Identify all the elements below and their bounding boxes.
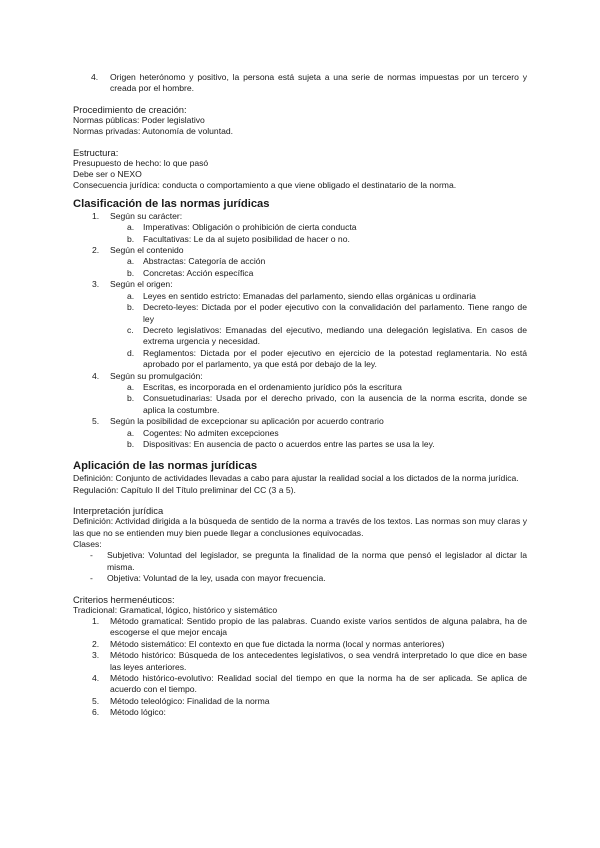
list-text: Concretas: Acción específica xyxy=(143,267,254,278)
list-text: Método sistemático: El contexto en que fue dictada la norma (local y normas anteriores) xyxy=(110,638,445,649)
list-text: Abstractas: Categoría de acción xyxy=(143,256,266,267)
list-text: Imperativas: Obligación o prohibición de cierta conducta xyxy=(143,222,357,233)
list-text: Método histórico-evolutivo: Realidad social del tiempo en que la norma ha de ser aplicada. Se aplica de acuerdo con el tiempo. xyxy=(110,673,527,695)
criterios-list xyxy=(73,616,527,719)
procedimiento-title: Procedimiento de creación: xyxy=(73,103,187,115)
clasificacion-subitem xyxy=(73,222,527,233)
list-letter: b. xyxy=(127,302,135,313)
clasificacion-subitem xyxy=(73,302,527,325)
list-text: Escritas, es incorporada en el ordenamiento jurídico pós la escritura xyxy=(143,381,402,392)
aplicacion-definicion: Definición: Conjunto de actividades llevadas a cabo para ajustar la realidad social a los dictados de la norma jurídica. xyxy=(73,473,519,484)
list-number: 1. xyxy=(92,210,100,221)
list-text: Dispositivas: En ausencia de pacto o acuerdos entre las partes se usa la ley. xyxy=(143,438,435,449)
clasificacion-subitem xyxy=(73,268,527,279)
list-text: Consuetudinarias: Usada por el derecho privado, con la ausencia de la norma escrita, donde se aplica la costumbre. xyxy=(143,393,527,415)
clasificacion-subitem xyxy=(73,382,527,393)
dash-bullet: - xyxy=(90,550,93,561)
list-text: Método teleológico: Finalidad de la norma xyxy=(110,695,270,706)
list-number: 4. xyxy=(92,673,100,684)
list-text: Reglamentos: Dictada por el poder ejecutivo en ejercicio de la potestad reglamentaria. No está aprobado por el parlamento, ya que está por debajo de la ley. xyxy=(143,347,527,370)
list-number: 6. xyxy=(92,707,100,718)
list-letter: a. xyxy=(127,222,135,233)
clasificacion-item xyxy=(73,245,527,256)
list-text: Facultativas: Le da al sujeto posibilidad de hacer o no. xyxy=(143,233,350,244)
clasificacion-subitem xyxy=(73,439,527,450)
clasificacion-subitem xyxy=(73,348,527,371)
criterio-item xyxy=(73,650,527,673)
estructura-line: Presupuesto de hecho: lo que pasó xyxy=(73,157,209,168)
list-letter: b. xyxy=(127,267,135,278)
estructura-title: Estructura: xyxy=(73,146,119,158)
list-text: Leyes en sentido estricto: Emanadas del parlamento, siendo ellas orgánicas u ordinaria xyxy=(143,290,476,301)
list-number: 2. xyxy=(92,638,100,649)
criterios-tradicional: Tradicional: Gramatical, lógico, histórico y sistemático xyxy=(73,604,278,615)
list-number: 4. xyxy=(91,72,99,82)
criterio-item xyxy=(73,707,527,718)
list-number: 5. xyxy=(92,416,100,427)
intro-list-item xyxy=(73,72,527,95)
list-text: Origen heterónomo y positivo, la persona está sujeta a una serie de normas impuestas por un tercero y creada por el hombre. xyxy=(110,72,527,94)
dash-bullet: - xyxy=(90,573,93,584)
list-text: Subjetiva: Voluntad del legislador, se pregunta la finalidad de la norma que pensó el legislador al dictar la misma. xyxy=(107,550,527,572)
clase-item xyxy=(73,550,527,573)
estructura-line: Consecuencia jurídica: conducta o comportamiento a que viene obligado el destinatario de la norma. xyxy=(73,180,457,191)
list-number: 2. xyxy=(92,245,100,256)
interpretacion-title: Interpretación jurídica xyxy=(73,505,164,517)
list-letter: a. xyxy=(127,256,135,267)
criterios-title: Criterios hermenéuticos: xyxy=(73,593,175,605)
list-letter: b. xyxy=(127,438,135,449)
criterio-item xyxy=(73,696,527,707)
criterio-item xyxy=(73,673,527,696)
list-label: Según el origen: xyxy=(110,279,173,290)
list-text: Decreto legislativos: Emanadas del ejecutivo, mediando una delegación legislativa. En casos de extrema urgencia y necesidad. xyxy=(143,324,527,347)
clase-item xyxy=(73,573,527,584)
list-letter: d. xyxy=(127,347,135,358)
clasificacion-subitem xyxy=(73,234,527,245)
list-letter: a. xyxy=(127,427,135,438)
clasificacion-subitem xyxy=(73,291,527,302)
criterio-item xyxy=(73,639,527,650)
clases-list xyxy=(73,550,527,584)
list-number: 3. xyxy=(92,650,100,661)
clasificacion-item xyxy=(73,279,527,290)
list-label: Según su promulgación: xyxy=(110,370,203,381)
list-letter: c. xyxy=(127,324,134,335)
clasificacion-subitem xyxy=(73,428,527,439)
list-text: Cogentes: No admiten excepciones xyxy=(143,427,279,438)
list-label: Según el contenido xyxy=(110,245,184,256)
criterio-item xyxy=(73,616,527,639)
procedimiento-line: Normas públicas: Poder legislativo xyxy=(73,114,205,125)
clasificacion-subitem xyxy=(73,393,527,416)
list-label: Según la posibilidad de excepcionar su aplicación por acuerdo contrario xyxy=(110,416,384,427)
clasificacion-item xyxy=(73,211,527,222)
list-letter: b. xyxy=(127,393,135,404)
clasificacion-list xyxy=(73,211,527,451)
list-text: Método gramatical: Sentido propio de las palabras. Cuando existe varios sentidos de alguna palabra, ha de escogerse el que mejor encaja xyxy=(110,616,527,638)
interpretacion-definicion: Definición: Actividad dirigida a la búsqueda de sentido de la norma a través de los textos. Las normas son muy claras y las que no se entienden muy bien puede llegar a conclusiones equivocadas. xyxy=(73,516,527,538)
list-number: 3. xyxy=(92,279,100,290)
list-text: Decreto-leyes: Dictada por el poder ejecutivo con la convalidación del parlamento. Tiene rango de ley xyxy=(143,302,527,324)
section-heading: Clasificación de las normas jurídicas xyxy=(73,197,270,210)
list-text: Método lógico: xyxy=(110,707,166,718)
list-letter: b. xyxy=(127,233,135,244)
clasificacion-subitem xyxy=(73,256,527,267)
clasificacion-item xyxy=(73,416,527,427)
document-content xyxy=(73,72,527,719)
list-text: Método histórico: Búsqueda de los antecedentes legislativos, o sea vendrá interpretado lo que dice en base las leyes anteriores. xyxy=(110,650,527,672)
list-number: 1. xyxy=(92,616,100,627)
list-text: Objetiva: Voluntad de la ley, usada con mayor frecuencia. xyxy=(107,573,326,584)
clases-label: Clases: xyxy=(73,539,102,549)
list-letter: a. xyxy=(127,381,135,392)
list-number: 4. xyxy=(92,370,100,381)
list-number: 5. xyxy=(92,695,100,706)
list-letter: a. xyxy=(127,290,135,301)
clasificacion-subitem xyxy=(73,325,527,348)
section-heading: Aplicación de las normas jurídicas xyxy=(73,460,258,473)
clasificacion-item xyxy=(73,371,527,382)
list-label: Según su carácter: xyxy=(110,210,183,221)
procedimiento-line: Normas privadas: Autonomía de voluntad. xyxy=(73,126,234,137)
estructura-line: Debe ser o NEXO xyxy=(73,169,142,180)
aplicacion-regulacion: Regulación: Capítulo II del Título preliminar del CC (3 a 5). xyxy=(73,484,296,495)
